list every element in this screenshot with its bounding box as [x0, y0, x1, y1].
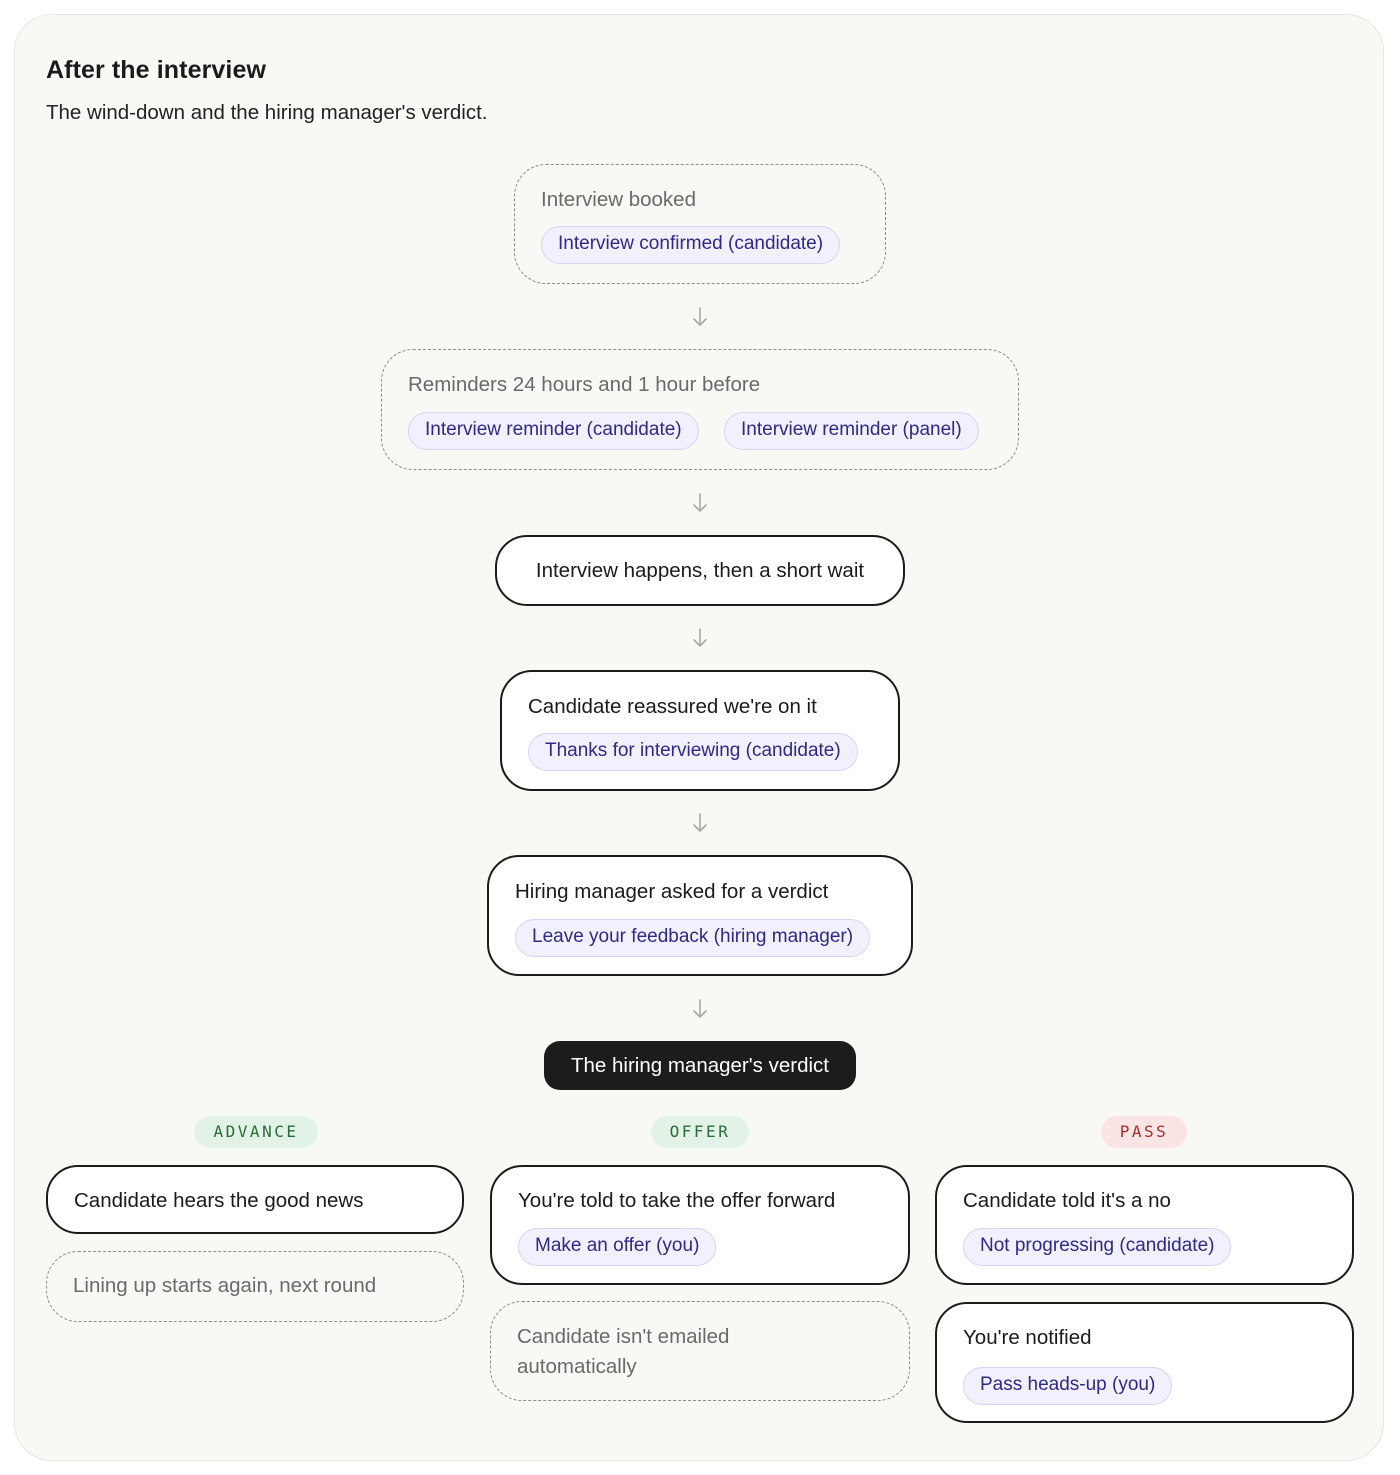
- step-reminders: [381, 349, 1019, 470]
- step-label-line-1: Candidate isn't emailed: [517, 1325, 730, 1348]
- step-candidate-reassured: [500, 670, 900, 791]
- email-pill-pass-heads-up[interactable]: Pass heads-up (you): [963, 1367, 1172, 1405]
- step-label: You're told to take the offer forward: [518, 1189, 836, 1212]
- email-pill-interview-reminder-panel[interactable]: Interview reminder (panel): [724, 412, 979, 450]
- step-interview-booked: [514, 164, 886, 284]
- step-label: Interview happens, then a short wait: [535, 559, 865, 582]
- step-label: Hiring manager asked for a verdict: [515, 880, 829, 903]
- step-pass-notified: [935, 1302, 1354, 1423]
- outcome-tag-offer: OFFER: [651, 1116, 749, 1148]
- step-advance-good-news: [46, 1165, 464, 1234]
- step-label: Candidate reassured we're on it: [528, 695, 817, 718]
- email-pill-not-progressing[interactable]: Not progressing (candidate): [963, 1228, 1231, 1266]
- step-interview-happens: [495, 535, 905, 606]
- page-title: After the interview: [46, 56, 267, 84]
- arrow-down-icon: [692, 492, 708, 514]
- page-subtitle: The wind-down and the hiring manager's verdict.: [46, 101, 488, 124]
- email-pill-leave-feedback[interactable]: Leave your feedback (hiring manager): [515, 919, 870, 957]
- arrow-down-icon: [692, 306, 708, 328]
- step-label: Candidate told it's a no: [963, 1189, 1171, 1212]
- step-label: You're notified: [963, 1326, 1092, 1349]
- arrow-down-icon: [692, 812, 708, 834]
- step-label: Candidate hears the good news: [74, 1189, 364, 1212]
- outcome-tag-advance: ADVANCE: [194, 1116, 318, 1148]
- step-label: [517, 1322, 729, 1382]
- step-pass-told-no: [935, 1165, 1354, 1285]
- step-label: Interview booked: [541, 188, 696, 211]
- step-label-line-2: automatically: [517, 1355, 637, 1378]
- step-verdict-request: [487, 855, 913, 976]
- email-pill-interview-reminder-candidate[interactable]: Interview reminder (candidate): [408, 412, 699, 450]
- arrow-down-icon: [692, 998, 708, 1020]
- email-pill-thanks-for-interviewing[interactable]: Thanks for interviewing (candidate): [528, 733, 858, 771]
- step-advance-next-round: [46, 1251, 464, 1322]
- email-pill-make-an-offer[interactable]: Make an offer (you): [518, 1228, 716, 1266]
- step-offer-take-forward: [490, 1165, 910, 1285]
- step-label: Lining up starts again, next round: [73, 1274, 377, 1297]
- email-pill-interview-confirmed[interactable]: Interview confirmed (candidate): [541, 226, 840, 264]
- arrow-down-icon: [692, 627, 708, 649]
- verdict-node: The hiring manager's verdict: [544, 1041, 856, 1090]
- step-label: Reminders 24 hours and 1 hour before: [408, 373, 761, 396]
- step-offer-not-emailed: [490, 1301, 910, 1401]
- outcome-tag-pass: PASS: [1101, 1116, 1187, 1148]
